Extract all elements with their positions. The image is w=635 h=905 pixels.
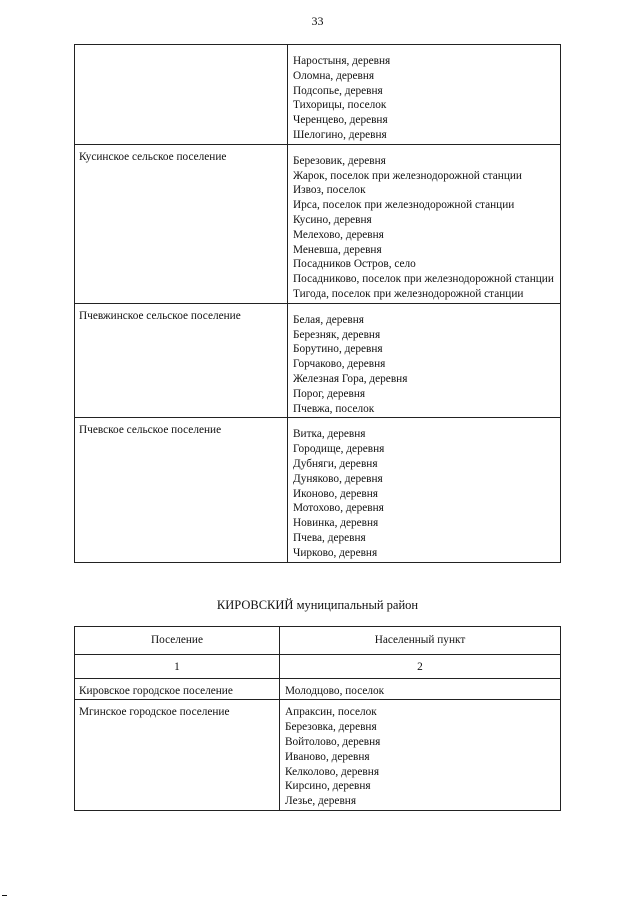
column-number-2: 2 — [280, 654, 561, 678]
locality-item: Березовик, деревня — [293, 154, 386, 167]
locality-item: Наростыня, деревня — [293, 55, 391, 67]
locality-item: Чирково, деревня — [293, 546, 378, 559]
locality-item: Тихорицы, поселок — [293, 99, 387, 112]
locality-item: Березовка, деревня — [285, 721, 377, 734]
table-header-row — [75, 627, 561, 655]
district-title: КИРОВСКИЙ муниципальный район — [216, 598, 419, 612]
locality-item: Мотохово, деревня — [293, 502, 384, 515]
locality-item: Горчаково, деревня — [293, 358, 386, 371]
locality-item: Ирса, поселок при железнодорожной станции — [293, 199, 515, 212]
locality-item: Белая, деревня — [293, 313, 364, 326]
locality-item: Молодцово, поселок — [285, 684, 385, 697]
localities-cell — [288, 303, 561, 418]
locality-item: Дуняково, деревня — [293, 472, 383, 485]
locality-item: Иваново, деревня — [285, 750, 370, 763]
settlement-name — [75, 45, 288, 145]
locality-item: Апраксин, поселок — [285, 706, 377, 719]
locality-item: Оломна, деревня — [293, 69, 375, 82]
table-row — [75, 45, 561, 145]
locality-item: Келколово, деревня — [285, 765, 380, 778]
locality-item: Меневша, деревня — [293, 243, 382, 256]
settlement-name: Пчевское сельское поселение — [75, 418, 288, 562]
column-number-row — [75, 654, 561, 678]
locality-item: Мелехово, деревня — [293, 228, 384, 241]
locality-item: Железная Гора, деревня — [293, 372, 408, 385]
locality-item: Порог, деревня — [293, 387, 366, 400]
locality-item: Жарок, поселок при железнодорожной станции — [293, 169, 522, 182]
locality-item: Кирсино, деревня — [285, 780, 371, 793]
settlement-name: Пчевжинское сельское поселение — [75, 303, 288, 418]
locality-item: Посадниково, поселок при железнодорожной станции — [293, 273, 554, 286]
locality-item: Пчева, деревня — [293, 531, 366, 544]
localities-cell — [288, 144, 561, 303]
locality-item: Лезье, деревня — [285, 795, 357, 808]
table-row — [75, 303, 561, 418]
table-row — [75, 144, 561, 303]
locality-item: Кусино, деревня — [293, 213, 372, 226]
locality-item: Пчевжа, поселок — [293, 402, 375, 415]
locality-item: Тигода, поселок при железнодорожной станции — [293, 287, 524, 300]
settlements-table-continued — [74, 44, 561, 563]
localities-cell — [280, 700, 561, 811]
locality-item: Иконово, деревня — [293, 487, 378, 500]
locality-item: Подсопье, деревня — [293, 84, 383, 97]
column-header-settlement: Поселение — [75, 627, 280, 655]
table-row — [75, 700, 561, 811]
locality-item: Витка, деревня — [293, 428, 366, 441]
locality-item: Извоз, поселок — [293, 184, 366, 197]
locality-item: Новинка, деревня — [293, 517, 379, 530]
locality-item: Шелогино, деревня — [293, 128, 387, 141]
locality-item: Черенцево, деревня — [293, 114, 388, 127]
page-number: 33 — [311, 14, 324, 28]
locality-item: Борутино, деревня — [293, 343, 383, 356]
table-row — [75, 418, 561, 562]
table-row — [75, 678, 561, 700]
localities-cell — [288, 418, 561, 562]
scan-edge-mark — [2, 895, 7, 896]
locality-item: Дубняги, деревня — [293, 457, 378, 470]
settlement-name: Кировское городское поселение — [75, 678, 280, 700]
localities-cell — [280, 678, 561, 700]
column-header-locality: Населенный пункт — [280, 627, 561, 655]
locality-item: Войтолово, деревня — [285, 735, 381, 748]
settlements-table-kirovsky — [74, 626, 561, 811]
localities-cell — [288, 45, 561, 145]
locality-item: Посадников Остров, село — [293, 258, 416, 271]
column-number-1: 1 — [75, 654, 280, 678]
settlement-name: Мгинское городское поселение — [75, 700, 280, 811]
settlement-name: Кусинское сельское поселение — [75, 144, 288, 303]
locality-item: Городище, деревня — [293, 443, 385, 456]
locality-item: Березняк, деревня — [293, 328, 381, 341]
